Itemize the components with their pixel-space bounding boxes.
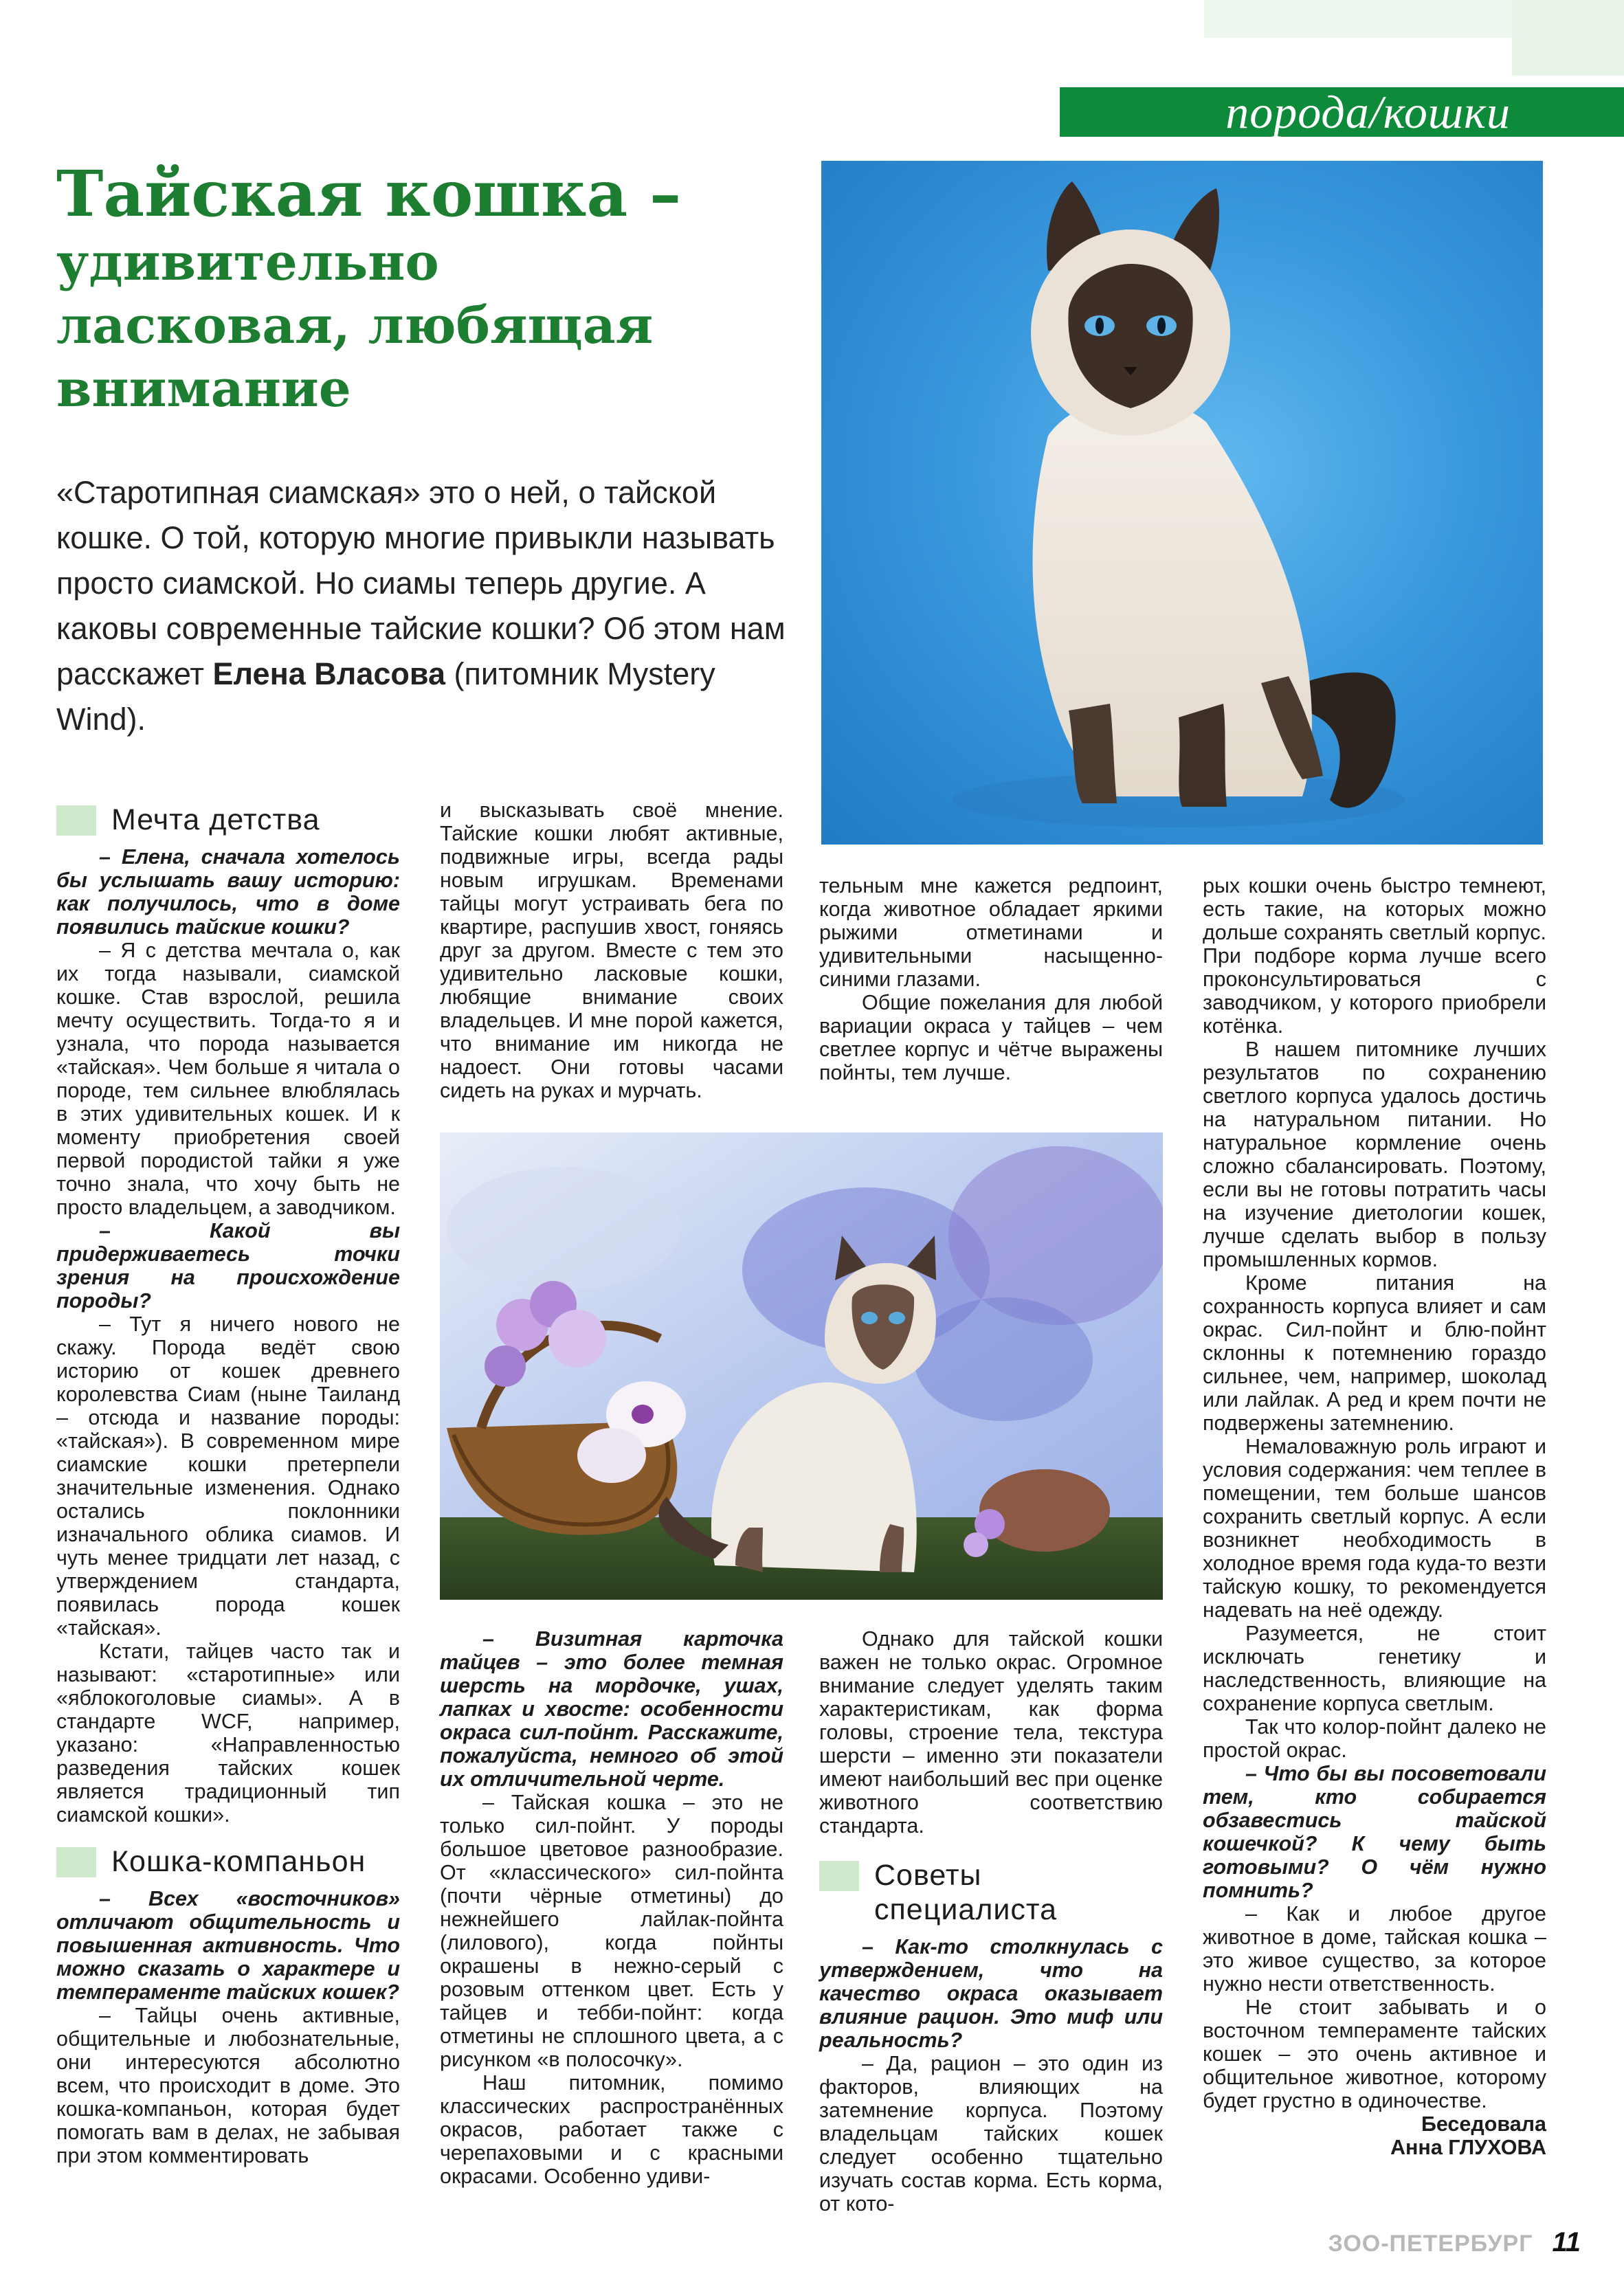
answer: – Тайская кошка – это не только сил-пойнт. У породы большое цветовое разнообразие. От «классического» сил-пойнта (почти чёрные отметины) до нежнейшего лайлак-пойнта (лилового), когда пойнты окрашены в нежно-серый с розовым оттенком цвет. Есть у тайцев и тебби-пойнт: когда отметины не сплошного цвета, а с рисунком «в полосочку». <box>440 1791 783 2071</box>
answer: Наш питомник, помимо классических распространённых окрасов, работает также с черепаховыми и с красными окрасами. Особенно удиви- <box>440 2071 783 2188</box>
answer: Кстати, тайцев часто так и называют: «старотипные» или «яблокоголовые сиамы». А в стандарте WCF, например, указано: «Направленностью разведения тайских кошек является традиционный тип сиамской кошки». <box>56 1640 400 1827</box>
section-title: Мечта детства <box>111 803 320 836</box>
paragraph: Так что колор-пойнт далеко не простой окрас. <box>1203 1715 1546 1762</box>
paragraph: Однако для тайской кошки важен не только окрас. Огромное внимание следует уделять таким характеристикам, как форма головы, строение тела, текстура шерсти – именно эти показатели имеют наибольший вес при оценке животного соответствию стандарта. <box>819 1627 1163 1838</box>
magazine-name: ЗОО-ПЕТЕРБУРГ <box>1328 2231 1533 2257</box>
headline-line-1: Тайская кошка – <box>56 157 682 231</box>
interviewer-label: Беседовала <box>1421 2112 1546 2136</box>
paragraph: В нашем питомнике лучших результатов по сохранению светлого корпуса удалось достичь на натуральном питании. Но натуральное кормление очень сложно сбалансировать. Поэтому, если вы не готовы потратить часы на изучение диетологии кошек, лучше сделать выбор в пользу промышленных кормов. <box>1203 1038 1546 1271</box>
section-marker-box <box>56 1847 96 1877</box>
column-2-top <box>440 799 783 1102</box>
paragraph: и высказывать своё мнение. Тайские кошки любят активные, подвижные игры, всегда рады новым игрушкам. Временами тайцы могут устраивать бега по квартире, распушив хвост, гоняясь друг за другом. Вместе с тем это удивительно ласковые кошки, любящие внимание своих владельцев. И мне порой кажется, что внимание им никогда не надоест. Они готовы часами сидеть на руках и мурчать. <box>440 799 783 1102</box>
lead-author-name: Елена Власова <box>212 656 445 691</box>
paragraph: Кроме питания на сохранность корпуса влияет и сам окрас. Сил-пойнт и блю-пойнт склонны к потемнению гораздо сильнее, чем, например, шоколад или лайлак. А ред и крем почти не подвержены затемнению. <box>1203 1271 1546 1435</box>
question: – Визитная карточка тайцев – это более темная шерсть на мордочке, ушах, лапках и хвосте: особенности окраса сил-пойнт. Расскажите, пожалуйста, немного об этой их отличительной черте. <box>440 1627 783 1791</box>
interviewer-name: Анна ГЛУХОВА <box>1390 2136 1546 2159</box>
headline-line-2: удивительно <box>56 233 439 292</box>
lead-text: «Старотипная сиамская» это о ней, о тайской кошке. О той, которую многие привыкли называть просто сиамской. Но сиамы теперь другие. А каковы современные тайские кошки? Об этом нам расскажет <box>56 475 786 691</box>
paragraph: Разумеется, не стоит исключать генетику и наследственность, влияющие на сохранение корпуса светлым. <box>1203 1622 1546 1715</box>
cat-with-basket-illustration <box>440 1132 1163 1600</box>
column-2-bottom <box>440 1627 783 2188</box>
headline-line-3: ласковая, любящая <box>56 296 654 355</box>
answer: Не стоит забывать и о восточном темпераменте тайских кошек – это очень активное и общительное животное, которому будет грустно в одиночестве. <box>1203 1996 1546 2112</box>
lead-tail: (питомник Mystery Wind). <box>56 656 715 737</box>
cat-photo-flower-basket <box>440 1132 1163 1600</box>
answer: – Как и любое другое животное в доме, тайская кошка – это живое существо, за которое нужно нести ответственность. <box>1203 1902 1546 1996</box>
paragraph: рых кошки очень быстро темнеют, есть такие, на которых можно дольше сохранять светлый корпус. При подборе корма лучше всего проконсультироваться с заводчиком, у которого приобрели котёнка. <box>1203 874 1546 1038</box>
section-heading-dream <box>56 803 400 837</box>
column-1 <box>56 799 400 2167</box>
question: – Какой вы придерживаетесь точки зрения на происхождение породы? <box>56 1219 400 1313</box>
headline-line-4: внимание <box>56 359 351 418</box>
section-marker-box <box>56 805 96 836</box>
cat-photo-blue-backdrop <box>821 161 1543 845</box>
answer: – Я с детства мечтала о, как их тогда называли, сиамской кошке. Став взрослой, решила мечту осуществить. Тогда-то я и узнала, что порода называется «тайская». Чем больше я читала о породе, тем сильнее влюблялась в этих удивительных кошек. И к моменту приобретения своей первой породистой тайки я уже точно знала, что хочу быть не просто владельцем, а заводчиком. <box>56 939 400 1219</box>
section-heading-advice <box>819 1858 1163 1927</box>
section-title: Советы специалиста <box>874 1859 1057 1926</box>
answer: – Тайцы очень активные, общительные и любознательные, они интересуются абсолютно всем, что происходит в доме. Это кошка-компаньон, которая будет помогать вам в делах, не забывая при этом комментировать <box>56 2004 400 2167</box>
paragraph: Общие пожелания для любой вариации окраса у тайцев – чем светлее корпус и чётче выражены пойнты, тем лучше. <box>819 991 1163 1084</box>
answer: – Тут я ничего нового не скажу. Порода ведёт свою историю от кошек древнего королевства Сиам (ныне Таиланд – отсюда и название породы: «тайская»). В современном мире сиамские кошки претерпели значительные изменения. Однако остались поклонники изначального облика сиамов. И чуть менее тридцати лет назад, с утверждением стандарта, появилась порода кошек «тайская». <box>56 1313 400 1640</box>
question: – Елена, сначала хотелось бы услышать вашу историю: как получилось, что в доме появились тайские кошки? <box>56 845 400 939</box>
page-footer <box>1292 2225 1581 2259</box>
answer: – Да, рацион – это один из факторов, влияющих на затемнение корпуса. Поэтому владельцам тайских кошек следует особенно тщательно изучать состав корма. Есть корма, от кото- <box>819 2052 1163 2215</box>
question: – Что бы вы посоветовали тем, кто собирается обзавестись тайской кошечкой? К чему быть готовыми? О чём нужно помнить? <box>1203 1762 1546 1902</box>
cat-illustration-sitting <box>821 161 1543 845</box>
section-heading-companion <box>56 1844 400 1879</box>
page-number: 11 <box>1552 2227 1581 2257</box>
lead-paragraph <box>56 470 805 742</box>
rubric-banner: порода/кошки <box>1060 87 1624 137</box>
section-marker-box <box>819 1861 859 1891</box>
section-title: Кошка-компаньон <box>111 1845 366 1878</box>
question: – Как-то столкнулась с утверждением, что на качество окраса оказывает влияние рацион. Это миф или реальность? <box>819 1935 1163 2052</box>
paragraph: тельным мне кажется редпоинт, когда животное обладает яркими рыжими отметинами и удивительными насыщенно-синими глазами. <box>819 874 1163 991</box>
paragraph: Немаловажную роль играют и условия содержания: чем теплее в помещении, тем больше шансов сохранить светлый корпус. А если возникнет необходимость в холодное время года куда-то везти тайскую кошку, то рекомендуется надевать на неё одежду. <box>1203 1435 1546 1622</box>
column-4 <box>1203 874 1546 2159</box>
corner-decoration-accent <box>1512 0 1624 76</box>
question: – Всех «восточников» отличают общительность и повышенная активность. Что можно сказать о характере и темпераменте тайских кошек? <box>56 1887 400 2004</box>
column-3-bottom <box>819 1627 1163 2215</box>
article-headline <box>56 157 819 421</box>
column-3-top <box>819 874 1163 1084</box>
